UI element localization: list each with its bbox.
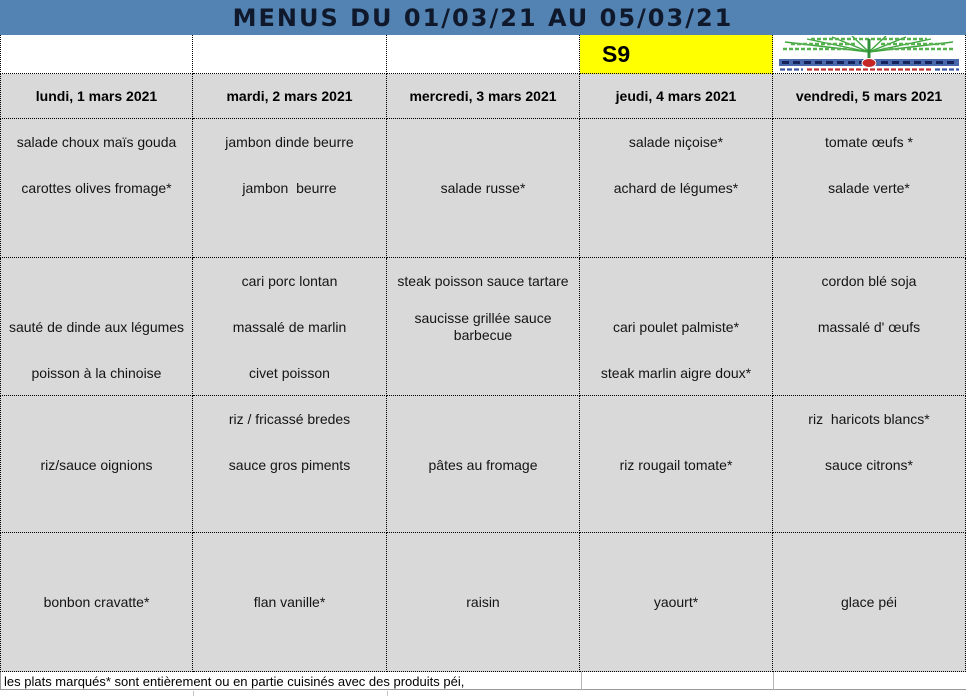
menu-cell-sides-monday — [0, 396, 193, 533]
menu-table — [0, 35, 966, 672]
menu-item: jambon beurre — [242, 180, 337, 196]
menu-item: riz haricots blancs* — [808, 411, 930, 427]
menu-item: flan vanille* — [253, 594, 326, 610]
menu-item: civet poisson — [249, 365, 330, 381]
menu-cell-mains-tuesday — [193, 258, 387, 396]
menu-item: steak poisson sauce tartare — [397, 273, 569, 289]
menu-cell-sides-wednesday — [387, 396, 580, 533]
gridline — [581, 672, 582, 690]
info-cell-empty-3 — [387, 35, 580, 74]
menu-item: cari porc lontan — [241, 273, 338, 289]
menu-item: salade niçoise* — [628, 134, 724, 150]
info-cell-empty-1 — [0, 35, 193, 74]
school-logo-image — [777, 36, 961, 72]
menu-item: raisin — [466, 594, 500, 610]
page-title: MENUS DU 01/03/21 AU 05/03/21 — [232, 3, 734, 32]
menu-cell-starters-wednesday — [387, 119, 580, 258]
menu-item: sauce citrons* — [825, 457, 913, 473]
menu-item: salade choux maïs gouda — [16, 134, 177, 150]
menu-item: riz rougail tomate* — [619, 457, 733, 473]
footnote-row — [0, 672, 966, 690]
footnote-text: les plats marqués* sont entièrement ou en partie cuisinés avec des produits péi, — [4, 674, 465, 689]
gridline — [193, 691, 194, 696]
day-header-friday: vendredi, 5 mars 2021 — [773, 74, 966, 119]
day-header-monday: lundi, 1 mars 2021 — [0, 74, 193, 119]
menu-item: salade verte* — [828, 180, 910, 196]
menu-cell-mains-wednesday — [387, 258, 580, 396]
menu-item: jambon dinde beurre — [225, 134, 354, 150]
menu-cell-desserts-thursday — [580, 533, 773, 672]
menu-item: yaourt* — [653, 594, 699, 610]
menu-item: glace péi — [840, 594, 898, 610]
menu-item: achard de légumes* — [613, 180, 739, 196]
week-label: S9 — [602, 40, 631, 67]
menu-cell-starters-tuesday — [193, 119, 387, 258]
menu-cell-starters-monday — [0, 119, 193, 258]
menu-item: tomate œufs * — [825, 134, 913, 150]
menu-item: cordon blé soja — [821, 273, 917, 289]
menu-item: bonbon cravatte* — [43, 594, 150, 610]
menu-cell-desserts-wednesday — [387, 533, 580, 672]
menu-item: massalé d' œufs — [817, 319, 921, 335]
menu-cell-mains-friday — [773, 258, 966, 396]
menu-cell-starters-friday — [773, 119, 966, 258]
menu-cell-sides-tuesday — [193, 396, 387, 533]
menu-cell-desserts-friday — [773, 533, 966, 672]
day-header-thursday: jeudi, 4 mars 2021 — [580, 74, 773, 119]
day-header-wednesday: mercredi, 3 mars 2021 — [387, 74, 580, 119]
menu-cell-mains-monday — [0, 258, 193, 396]
menu-item: riz/sauce oignions — [40, 457, 153, 473]
title-banner — [0, 0, 966, 35]
logo-seal-icon — [862, 59, 876, 68]
menu-item: sauce gros piments — [228, 457, 351, 473]
day-header-tuesday: mardi, 2 mars 2021 — [193, 74, 387, 119]
menu-item: salade russe* — [440, 180, 526, 196]
menu-item: cari poulet palmiste* — [612, 319, 740, 335]
gridline — [773, 672, 774, 690]
menu-item: riz / fricassé bredes — [228, 411, 351, 427]
info-cell-empty-2 — [193, 35, 387, 74]
menu-item: sauté de dinde aux légumes — [8, 319, 185, 335]
week-label-cell — [580, 35, 773, 74]
menu-cell-desserts-monday — [0, 533, 193, 672]
menu-item: saucisse grillée sauce barbecue — [414, 310, 552, 343]
gridline — [387, 691, 388, 696]
menu-item: steak marlin aigre doux* — [600, 365, 752, 381]
menu-item: carottes olives fromage* — [21, 180, 172, 196]
menu-cell-sides-thursday — [580, 396, 773, 533]
menu-item: poisson à la chinoise — [31, 365, 162, 381]
menu-cell-desserts-tuesday — [193, 533, 387, 672]
menu-item: massalé de marlin — [232, 319, 347, 335]
menu-cell-mains-thursday — [580, 258, 773, 396]
menu-cell-sides-friday — [773, 396, 966, 533]
menu-cell-starters-thursday — [580, 119, 773, 258]
menu-item: pâtes au fromage — [428, 457, 538, 473]
logo-cell — [773, 35, 966, 74]
